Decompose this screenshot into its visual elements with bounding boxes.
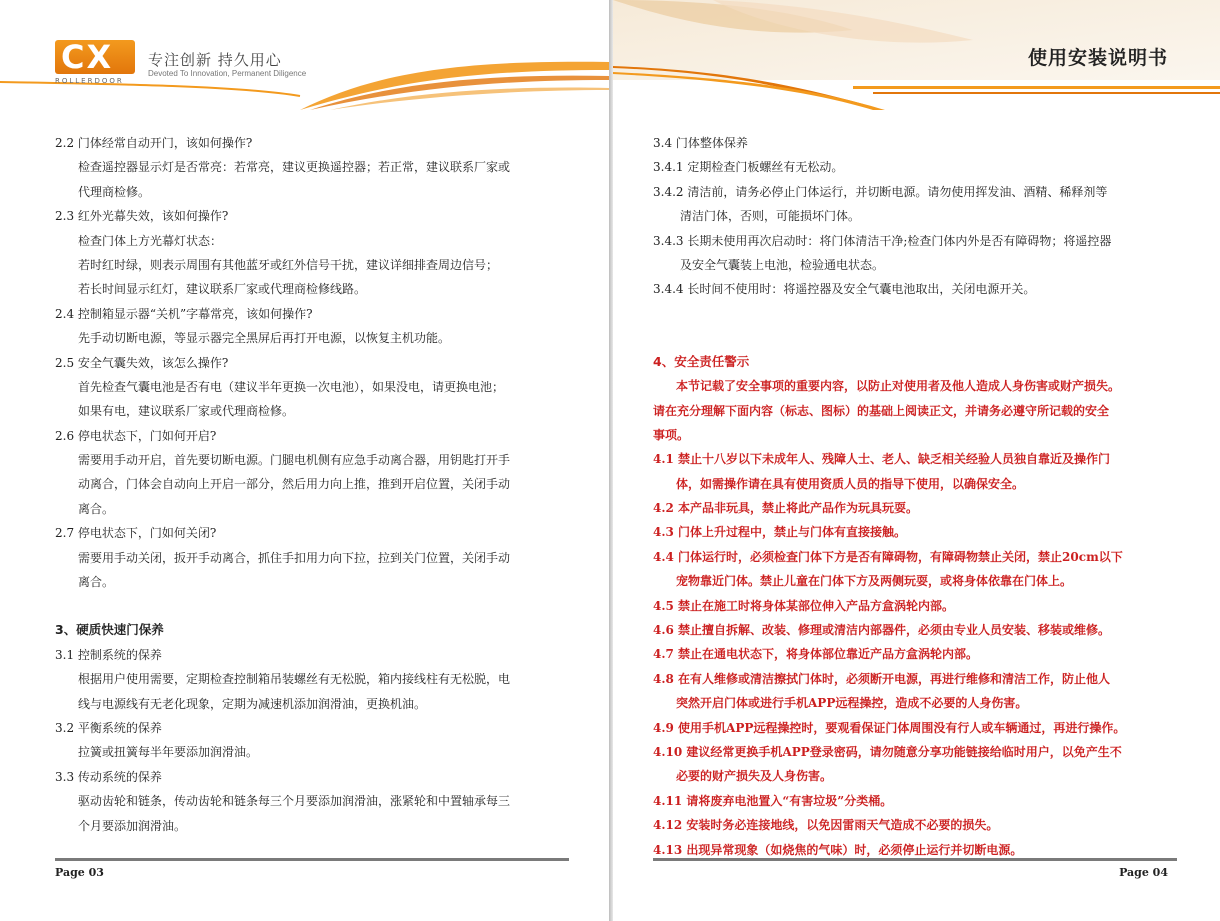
- subsection-heading: 3.1 控制系统的保养: [55, 647, 162, 662]
- faq-answer: 需要用手动关闭，扳开手动离合，抓住手扣用力向下拉，拉到关门位置，关闭手动: [78, 550, 511, 565]
- warning-item-continued: 宠物靠近门体。禁止儿童在门体下方及两侧玩耍，或将身体依靠在门体上。: [676, 574, 1073, 589]
- page-number: Page 04: [1119, 866, 1168, 879]
- page-number: Page 03: [55, 866, 104, 879]
- warning-item-continued: 必要的财产损失及人身伤害。: [676, 769, 833, 784]
- brand-slogan: 专注创新 持久用心: [148, 51, 282, 69]
- subsection-heading: 3.4 门体整体保养: [653, 136, 748, 150]
- paragraph-line: 拉簧或扭簧每半年要添加润滑油。: [78, 745, 259, 760]
- paragraph-line: 个月要添加润滑油。: [78, 818, 187, 833]
- faq-question: 2.3 红外光幕失效，该如何操作?: [55, 209, 229, 224]
- document-title: 使用安装说明书: [1027, 47, 1168, 69]
- warning-item: 4.13 出现异常现象（如烧焦的气味）时，必须停止运行并切断电源。: [653, 842, 1023, 857]
- list-item-continued: 清洁门体，否则，可能损坏门体。: [680, 209, 861, 224]
- paragraph-line: 根据用户使用需要，定期检查控制箱吊装螺丝有无松脱，箱内接线柱有无松脱，电: [78, 672, 511, 687]
- subsection-heading: 3.2 平衡系统的保养: [55, 720, 162, 735]
- faq-answer: 动离合，门体会自动向上开启一部分，然后用力向上推，推到开启位置，关闭手动: [78, 477, 511, 492]
- page-right: [613, 0, 1220, 921]
- page-left: [0, 0, 609, 921]
- warning-item: 4.5 禁止在施工时将身体某部位伸入产品方盒涡轮内部。: [653, 598, 955, 613]
- warning-item: 4.1 禁止十八岁以下未成年人、残障人士、老人、缺乏相关经验人员独自靠近及操作门: [653, 452, 1111, 467]
- section-heading: 3、硬质快速门保养: [55, 622, 164, 638]
- list-item: 3.4.3 长期未使用再次启动时：将门体清洁干净;检查门体内外是否有障碍物；将遥控器: [653, 233, 1112, 248]
- footer-rule: [653, 858, 1177, 861]
- faq-answer: 若时红时绿，则表示周围有其他蓝牙或红外信号干扰，建议详细排查周边信号；: [78, 257, 499, 272]
- faq-answer: 如果有电，建议联系厂家或代理商检修。: [78, 404, 295, 419]
- faq-answer: 离合。: [78, 575, 115, 590]
- faq-question: 2.7 停电状态下，门如何关闭?: [55, 526, 217, 541]
- warning-item: 4.3 门体上升过程中，禁止与门体有直接接触。: [653, 525, 907, 540]
- warning-section-heading: 4、安全责任警示: [653, 353, 750, 369]
- warning-item: 4.10 建议经常更换手机APP登录密码，请勿随意分享功能链接给临时用户，以免产生不: [653, 744, 1122, 759]
- faq-answer: 先手动切断电源，等显示器完全黑屏后再打开电源，以恢复主机功能。: [78, 331, 451, 346]
- faq-answer: 检查门体上方光幕灯状态：: [78, 233, 223, 248]
- right-page-content: [653, 131, 1173, 862]
- faq-question: 2.5 安全气囊失效，该怎么操作?: [55, 355, 229, 370]
- faq-answer: 需要用手动开启，首先要切断电源。门腿电机侧有应急手动离合器，用钥匙打开手: [78, 453, 511, 468]
- warning-item-continued: 体，如需操作请在具有使用资质人员的指导下使用，以确保安全。: [676, 476, 1025, 491]
- list-item: 3.4.2 清洁前，请务必停止门体运行，并切断电源。请勿使用挥发油、酒精、稀释剂等: [653, 184, 1108, 199]
- faq-question: 2.4 控制箱显示器“关机”字幕常亮，该如何操作?: [55, 306, 313, 321]
- paragraph-line: 线与电源线有无老化现象，定期为减速机添加润滑油，更换机油。: [78, 696, 427, 711]
- warning-intro: 事项。: [653, 427, 690, 442]
- warning-intro: 请在充分理解下面内容（标志、图标）的基础上阅读正文，并请务必遵守所记载的安全: [653, 403, 1110, 418]
- logo-subtitle: ROLLERDOOR: [55, 77, 124, 85]
- footer-rule: [55, 858, 569, 861]
- warning-item: 4.7 禁止在通电状态下，将身体部位靠近产品方盒涡轮内部。: [653, 647, 979, 662]
- subsection-heading: 3.3 传动系统的保养: [55, 769, 162, 784]
- warning-item: 4.4 门体运行时，必须检查门体下方是否有障碍物，有障碍物禁止关闭，禁止20cm以下: [653, 549, 1123, 564]
- faq-answer: 若长时间显示红灯，建议联系厂家或代理商检修线路。: [78, 282, 367, 297]
- left-page-content: [55, 131, 575, 838]
- faq-answer: 检查遥控器显示灯是否常亮：若常亮，建议更换遥控器；若正常，建议联系厂家或: [78, 160, 511, 175]
- warning-item: 4.6 禁止擅自拆解、改装、修理或清洁内部器件，必须由专业人员安装、移装或维修。: [653, 623, 1111, 638]
- warning-item-continued: 突然开启门体或进行手机APP远程操控，造成不必要的人身伤害。: [676, 696, 1028, 711]
- faq-answer: 代理商检修。: [78, 184, 151, 199]
- faq-question: 2.2 门体经常自动开门，该如何操作?: [55, 136, 253, 150]
- warning-intro: 本节记载了安全事项的重要内容，以防止对使用者及他人造成人身伤害或财产损失。: [676, 379, 1121, 394]
- warning-item: 4.12 安装时务必连接地线，以免因雷雨天气造成不必要的损失。: [653, 818, 999, 833]
- warning-item: 4.11 请将废弃电池置入“有害垃圾”分类桶。: [653, 793, 893, 808]
- warning-item: 4.8 在有人维修或清洁擦拭门体时，必须断开电源，再进行维修和清洁工作，防止他人: [653, 671, 1111, 686]
- faq-answer: 离合。: [78, 501, 115, 516]
- faq-answer: 首先检查气囊电池是否有电（建议半年更换一次电池），如果没电，请更换电池；: [78, 379, 505, 394]
- warning-item: 4.9 使用手机APP远程操控时，要观看保证门体周围没有行人或车辆通过，再进行操作。: [653, 720, 1126, 735]
- brand-slogan-en: Devoted To Innovation, Permanent Diligence: [148, 69, 307, 78]
- list-item: 3.4.4 长时间不使用时：将遥控器及安全气囊电池取出，关闭电源开关。: [653, 282, 1036, 297]
- list-item-continued: 及安全气囊装上电池，检验通电状态。: [680, 257, 885, 272]
- faq-question: 2.6 停电状态下，门如何开启?: [55, 428, 217, 443]
- logo-text: CX: [61, 38, 114, 76]
- paragraph-line: 驱动齿轮和链条，传动齿轮和链条每三个月要添加润滑油，涨紧轮和中置轴承每三: [78, 794, 511, 809]
- list-item: 3.4.1 定期检查门板螺丝有无松动。: [653, 160, 844, 175]
- warning-item: 4.2 本产品非玩具，禁止将此产品作为玩具玩耍。: [653, 501, 919, 516]
